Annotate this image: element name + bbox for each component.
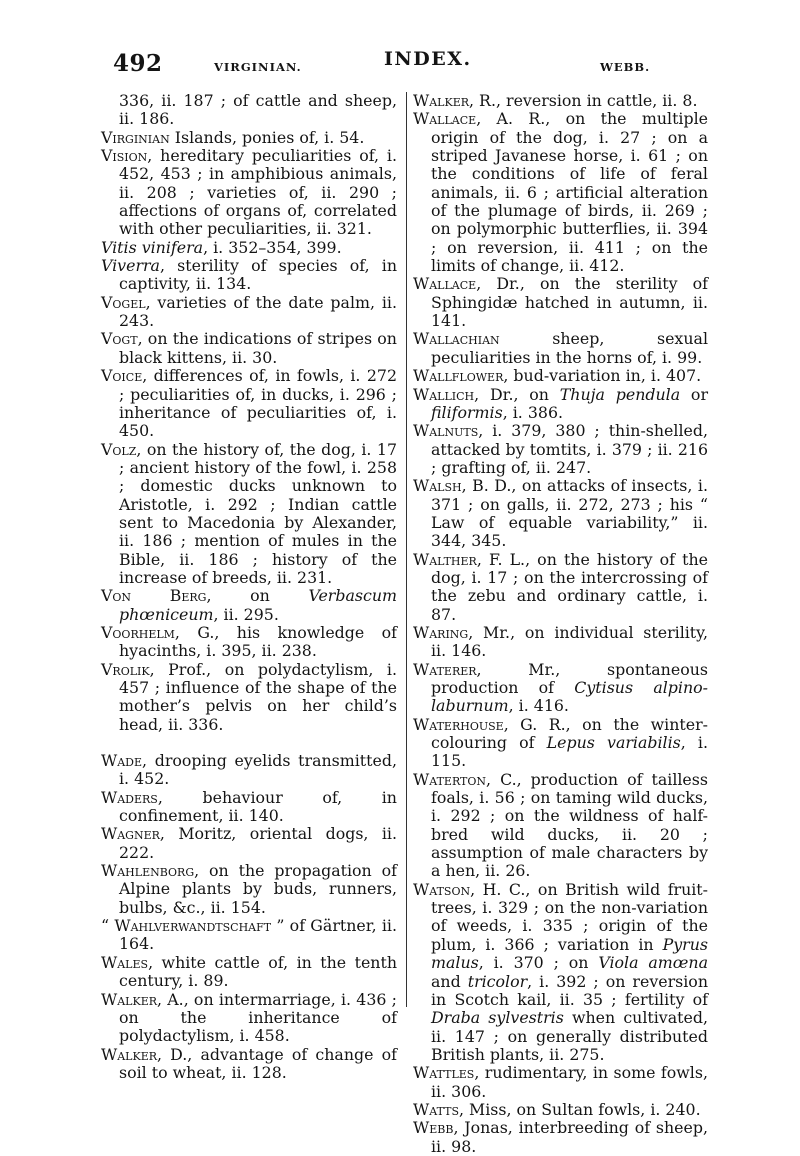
- entry-heading: Waterton: [413, 769, 487, 789]
- entry-heading: Webb: [413, 1118, 454, 1138]
- index-entry: Walker, A., on intermarriage, i. 436 ; on the inheritance of polydactylism, i. 458.: [101, 989, 397, 1046]
- index-entry: Volz, on the history of, the dog, i. 17 ; ancient history of the fowl, i. 258 ; domestic ducks unknown to Aristotle, i. 292 ; Indian cattle sent to Macedonia by Alexander, ii. 186 ; mention of mules in the Bible, ii. 186 ; history of the increase of breeds, ii. 231.: [101, 439, 397, 587]
- entry-heading: Walker: [101, 989, 158, 1009]
- entry-heading: Wahlenborg: [101, 861, 195, 881]
- entry-heading: Waders: [101, 787, 158, 807]
- entry-heading: Voice: [101, 366, 143, 386]
- entry-heading: Vision: [101, 146, 148, 166]
- entry-heading: Watson: [413, 879, 471, 899]
- index-entry: Vogt, on the indications of stripes on black kittens, ii. 30.: [101, 329, 397, 367]
- entry-heading-italic: Viverra: [101, 256, 160, 276]
- index-entry: Waders, behaviour of, in confinement, ii. 140.: [101, 787, 397, 826]
- right-column: [413, 92, 708, 1156]
- entry-heading: Walnuts: [413, 421, 479, 441]
- index-entry: Waring, Mr., on individual sterility, ii. 146.: [413, 622, 708, 661]
- index-entry: Wattles, rudimentary, in some fowls, ii. 306.: [413, 1063, 708, 1101]
- right-guide-word: WEBB.: [600, 60, 651, 74]
- index-entry: Virginian Islands, ponies of, i. 54.: [101, 127, 365, 147]
- entry-heading: Vogel: [101, 292, 146, 312]
- index-entry: 336, ii. 187 ; of cattle and sheep, ii. 186.: [119, 91, 397, 129]
- entry-heading: Walther: [413, 549, 477, 569]
- index-entry: Wallace, Dr., on the sterility of Sphingidæ hatched in autumn, ii. 141.: [413, 274, 708, 331]
- section-gap: [101, 734, 397, 752]
- index-entry: Wallace, A. R., on the multiple origin of the dog, i. 27 ; on a striped Javanese horse, i. 61 ; on the conditions of life of feral animals, ii. 6 ; artificial alteration of the plumage of birds, ii. 269 ; on polymorphic butterflies, ii. 394 ; on reversion, ii. 411 ; on the limits of change, ii. 412.: [413, 109, 708, 276]
- entry-heading: “ Wahlverwandtschaft: [101, 916, 272, 936]
- entry-heading: Virginian: [101, 127, 170, 147]
- entry-heading: Voorhelm: [101, 622, 175, 642]
- index-entry: Wade, drooping eyelids transmitted, i. 452.: [101, 751, 397, 789]
- left-column: [101, 92, 397, 1082]
- entry-heading: Waterhouse: [413, 714, 504, 734]
- index-entry: Walther, F. L., on the history of the dog, i. 17 ; on the intercrossing of the zebu and ordinary cattle, i. 87.: [413, 549, 708, 624]
- entry-heading: Waterer: [413, 659, 477, 679]
- entry-heading: Waring: [413, 622, 469, 642]
- index-entry: Von Berg, on Verbascum phœniceum, ii. 295.: [101, 586, 397, 624]
- entry-heading: Wallace: [413, 274, 477, 294]
- left-guide-word: VIRGINIAN.: [214, 60, 302, 74]
- entry-heading: Wade: [101, 751, 143, 771]
- entry-heading: Walker: [413, 91, 470, 110]
- entry-heading: Watts: [413, 1099, 459, 1119]
- entry-heading: Wagner: [101, 824, 160, 844]
- index-entry: Walker, D., advantage of change of soil to wheat, ii. 128.: [101, 1044, 397, 1082]
- column-divider: [406, 92, 407, 1007]
- entry-heading: Volz: [101, 439, 137, 459]
- entry-heading: Wattles: [413, 1063, 475, 1083]
- index-entry: Viverra, sterility of species of, in captivity, ii. 134.: [101, 256, 397, 294]
- index-entry: Waterhouse, G. R., on the winter-colouring of Lepus variabilis, i. 115.: [413, 714, 709, 771]
- entry-heading: Walsh: [413, 476, 462, 496]
- index-entry: Voorhelm, G., his knowledge of hyacinths, i. 395, ii. 238.: [101, 622, 397, 661]
- index-entry: Walnuts, i. 379, 380 ; thin-shelled, attacked by tomtits, i. 379 ; ii. 216 ; grafting of, ii. 247.: [413, 421, 708, 477]
- index-entry: Wallflower, bud-variation in, i. 407.: [413, 366, 702, 386]
- index-entry: Waterton, C., production of tailless foals, i. 56 ; on taming wild ducks, i. 292 ; on the wildness of half-bred wild ducks, ii. 20 ; assumption of male characters by a hen, ii. 26.: [413, 769, 708, 881]
- entry-heading: Vrolik: [101, 659, 150, 679]
- index-entry: Wahlenborg, on the propagation of Alpine plants by buds, runners, bulbs, &c., ii. 154.: [101, 861, 397, 917]
- page-number: 492: [113, 50, 163, 77]
- index-entry: Watts, Miss, on Sultan fowls, i. 240.: [413, 1099, 701, 1119]
- entry-heading: Von Berg: [101, 586, 207, 606]
- entry-heading: Wallich: [413, 384, 475, 404]
- index-entry: Watson, H. C., on British wild fruit-trees, i. 329 ; on the non-variation of weeds, i. 335 ; origin of the plum, i. 366 ; variation in Pyrus malus, i. 370 ; on Viola amœna and tricolor, i. 392 ; on reversion in Scotch kail, ii. 35 ; fertility of Draba sylvestris when cultivated, ii. 147 ; on generally distributed British plants, ii. 275.: [413, 879, 708, 1064]
- running-header: [0, 48, 800, 88]
- index-entry: “ Wahlverwandtschaft ” of Gärtner, ii. 164.: [101, 916, 397, 954]
- index-entry: Vitis vinifera, i. 352–354, 399.: [101, 237, 342, 257]
- index-entry: Vision, hereditary peculiarities of, i. 452, 453 ; in amphibious animals, ii. 208 ; varieties of, ii. 290 ; affections of organs of, correlated with other peculiarities, ii. 321.: [101, 146, 397, 239]
- index-entry: Wagner, Moritz, oriental dogs, ii. 222.: [101, 824, 397, 862]
- entry-heading: Vogt: [101, 329, 138, 349]
- index-entry: Voice, differences of, in fowls, i. 272 ; peculiarities of, in ducks, i. 296 ; inheritance of peculiarities of, i. 450.: [101, 366, 397, 441]
- entry-heading: Wallace: [413, 109, 477, 129]
- index-entry: Wallich, Dr., on Thuja pendula or filiformis, i. 386.: [413, 384, 708, 422]
- page-title: INDEX.: [384, 48, 472, 70]
- index-entry: Walsh, B. D., on attacks of insects, i. 371 ; on galls, ii. 272, 273 ; his “ Law of equable variability,” ii. 344, 345.: [413, 476, 708, 551]
- entry-heading-italic: Vitis vinifera: [101, 237, 204, 257]
- index-entry: Wales, white cattle of, in the tenth century, i. 89.: [101, 952, 397, 991]
- index-entry: Vrolik, Prof., on polydactylism, i. 457 ; influence of the shape of the mother’s pelvis on her child’s head, ii. 336.: [101, 659, 397, 734]
- entry-heading: Walker: [101, 1044, 158, 1064]
- entry-heading: Wallflower: [413, 366, 504, 386]
- entry-heading: Wales: [101, 952, 149, 972]
- index-entry: Webb, Jonas, interbreeding of sheep, ii. 98.: [413, 1118, 708, 1156]
- index-entry: Wallachian sheep, sexual peculiarities in the horns of, i. 99.: [413, 329, 708, 367]
- index-entry: Waterer, Mr., spontaneous production of Cytisus alpino-laburnum, i. 416.: [413, 659, 708, 716]
- index-entry: Vogel, varieties of the date palm, ii. 243.: [101, 292, 397, 331]
- entry-heading: Wallachian: [413, 329, 500, 349]
- index-entry: Walker, R., reversion in cattle, ii. 8.: [413, 91, 698, 110]
